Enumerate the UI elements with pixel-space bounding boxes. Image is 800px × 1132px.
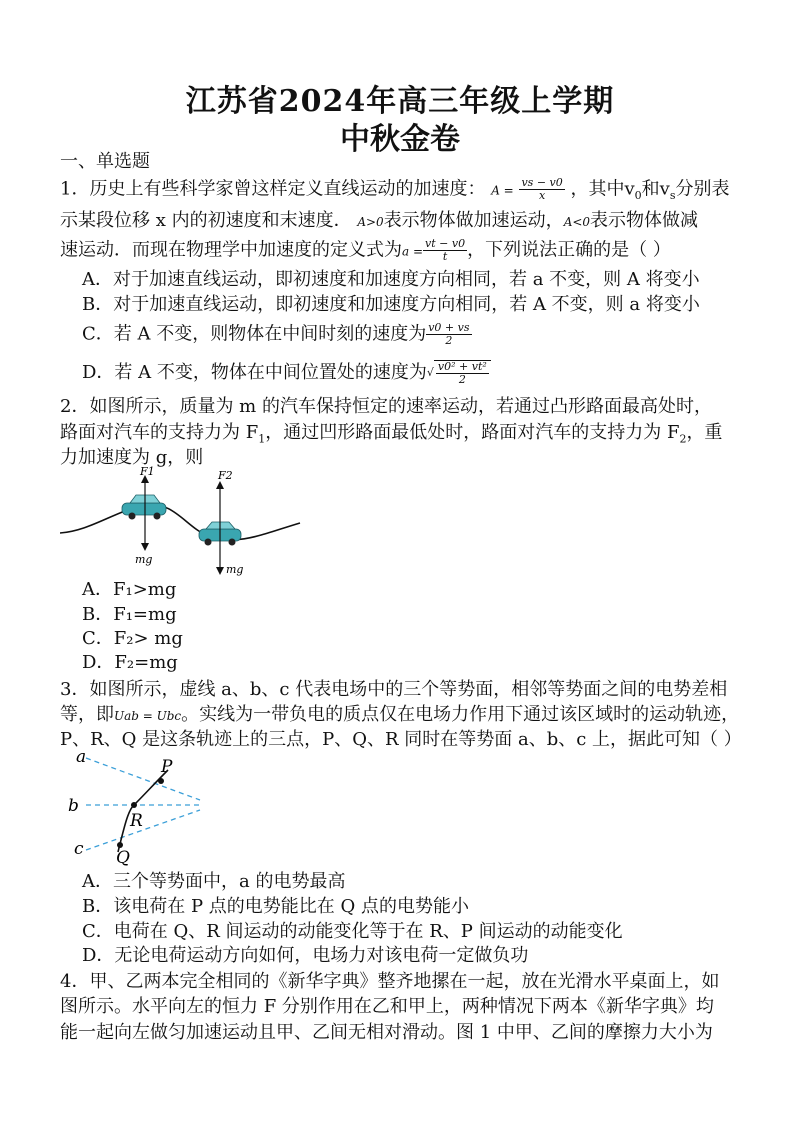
q1-eq-a-frac — [423, 238, 467, 263]
q2-option-c[interactable]: C．F₂> mg — [82, 628, 183, 649]
label-b: b — [68, 796, 79, 816]
point-r — [131, 802, 137, 808]
exam-title: 江苏省2024年高三年级上学期 — [185, 84, 615, 119]
q2-option-a[interactable]: A．F₁>mg — [82, 579, 177, 600]
q2-option-b[interactable]: B．F₁=mg — [82, 604, 177, 625]
q1-option-c[interactable] — [82, 322, 472, 347]
q2-text: ，通过凹形路面最低处时，路面对汽车的支持力为 F — [265, 422, 680, 443]
label-q: Q — [116, 848, 130, 868]
equipotential-a — [86, 758, 200, 800]
q3-option-d[interactable]: D．无论电荷运动方向如何，电场力对该电荷一定做负功 — [82, 945, 529, 966]
q1-option-d-sqrt: √ $\frac{\text{v0² + vt²}}{2}$ — [427, 360, 491, 386]
q1-text: 和v — [641, 178, 670, 200]
q2-line3: 力加速度为 g，则 — [60, 447, 204, 468]
q3-option-a[interactable]: A．三个等势面中，a 的电势最高 — [82, 871, 346, 892]
mg1-label: mg — [135, 553, 153, 566]
q2-option-d[interactable]: D．F₂=mg — [82, 652, 178, 673]
f1-label: F1 — [140, 465, 155, 478]
q3-line2 — [60, 703, 739, 728]
q2-text: 路面对汽车的支持力为 F — [60, 422, 259, 443]
q2-line2: 路面对汽车的支持力为 $F_1$，通过凹形路面最低处时，路面对汽车的支持力为 $F_2$，重 — [60, 422, 723, 446]
q1-option-c-frac — [426, 322, 471, 347]
q1-eq-a: a = — [402, 244, 424, 259]
f2-label: F2 — [218, 469, 233, 482]
q2-road-figure — [60, 465, 305, 580]
road-curve — [60, 505, 300, 540]
q1-text: 表示物体做加速运动， — [383, 210, 564, 231]
car-on-crest — [122, 495, 166, 520]
q1-option-a[interactable]: A．对于加速直线运动，即初速度和加速度方向相同，若 a 不变，则 A 将变小 — [82, 269, 700, 290]
label-a: a — [76, 748, 87, 767]
mg2-label: mg — [226, 563, 244, 576]
q3-text: 等，即 — [60, 704, 114, 725]
q1-option-d-text: D．若 A 不变，物体在中间位置处的速度为 — [82, 362, 427, 383]
q2-line1: 2．如图所示，质量为 m 的汽车保持恒定的速率运动，若通过凸形路面最高处时， — [60, 396, 712, 417]
q1-eq-A-den: x — [539, 189, 546, 202]
q1-eq-A-num: vs − v0 — [521, 176, 563, 189]
q3-option-b[interactable]: B．该电荷在 P 点的电势能比在 Q 点的电势能小 — [82, 896, 469, 917]
mg1-arrowhead — [141, 543, 149, 551]
q1-line2 — [60, 209, 698, 234]
q3-text: 。实线为一带负电的质点仅在电场力作用下通过该区域时的运动轨迹， — [181, 704, 740, 725]
q1-option-c-den: 2 — [445, 334, 453, 347]
q1-text: 表示物体做减 — [590, 210, 699, 231]
q1-eq-A: A = — [491, 183, 514, 198]
q1-eq-A-frac — [519, 177, 564, 202]
q4-line3: 能一起向左做匀加速运动且甲、乙间无相对滑动。图 1 中甲、乙间的摩擦力大小为 — [60, 1022, 713, 1043]
q3-field-figure — [68, 748, 218, 868]
q1-option-c-num: v0 + vs — [428, 321, 470, 334]
equipotential-c — [86, 810, 200, 850]
mg2-arrowhead — [216, 567, 224, 575]
q2-text: ，重 — [686, 422, 723, 443]
q4-line2: 图所示。水平向左的恒力 F 分别作用在乙和甲上，两种情况下两本《新华字典》均 — [60, 996, 714, 1017]
point-p — [158, 778, 164, 784]
q1-eq: A<0 — [563, 215, 591, 229]
q1-text: 分别表 — [675, 178, 730, 200]
q1-eq-a-num: vt − v0 — [425, 237, 466, 250]
q1-line3 — [60, 238, 671, 264]
q1-option-d-den: 2 — [458, 373, 466, 386]
exam-subtitle: 中秋金卷 — [340, 122, 460, 157]
q1-text: ，下列说法正确的是（ ） — [467, 239, 671, 261]
q1-text: 示某段位移 x 内的初速度和末速度． — [60, 210, 352, 231]
q3-line1: 3．如图所示，虚线 a、b、c 代表电场中的三个等势面，相邻等势面之间的电势差相 — [60, 679, 728, 700]
q3-line3: P、R、Q 是这条轨迹上的三点，P、Q、R 同时在等势面 a、b、c 上，据此可知（ ） — [60, 729, 742, 750]
q1-text: ，其中v — [570, 178, 635, 200]
label-p: P — [161, 757, 173, 777]
q1-option-c-text: C．若 A 不变，则物体在中间时刻的速度为 — [82, 323, 427, 345]
section-heading: 一、单选题 — [60, 151, 150, 172]
q1-eq: A>0 — [357, 215, 384, 229]
f2-arrowhead — [216, 481, 224, 489]
q1-eq-a-den: t — [442, 250, 448, 263]
q1-line1: 1．历史上有些科学家曾这样定义直线运动的加速度： A = $\frac{vs - v0}{x}$ ，其中$v_0$和$v_s$分别表 — [60, 176, 730, 203]
q1-option-d[interactable] — [82, 360, 491, 386]
q1-option-b[interactable]: B．对于加速直线运动，即初速度和加速度方向相同，若 A 不变，则 a 将变小 — [82, 294, 700, 315]
q3-option-c[interactable]: C．电荷在 Q、R 间运动的动能变化等于在 R、P 间运动的动能变化 — [82, 921, 623, 942]
q1-text: 速运动．而现在物理学中加速度的定义式为 — [60, 239, 402, 261]
q1-text: 1．历史上有些科学家曾这样定义直线运动的加速度： — [60, 178, 486, 200]
q4-line1: 4．甲、乙两本完全相同的《新华字典》整齐地摞在一起，放在光滑水平桌面上，如 — [60, 971, 720, 992]
label-c: c — [74, 839, 84, 859]
label-r: R — [130, 811, 143, 831]
q1-option-d-num: v0² + vt² — [437, 360, 487, 373]
q3-eq: Uab = Ubc — [114, 709, 182, 723]
